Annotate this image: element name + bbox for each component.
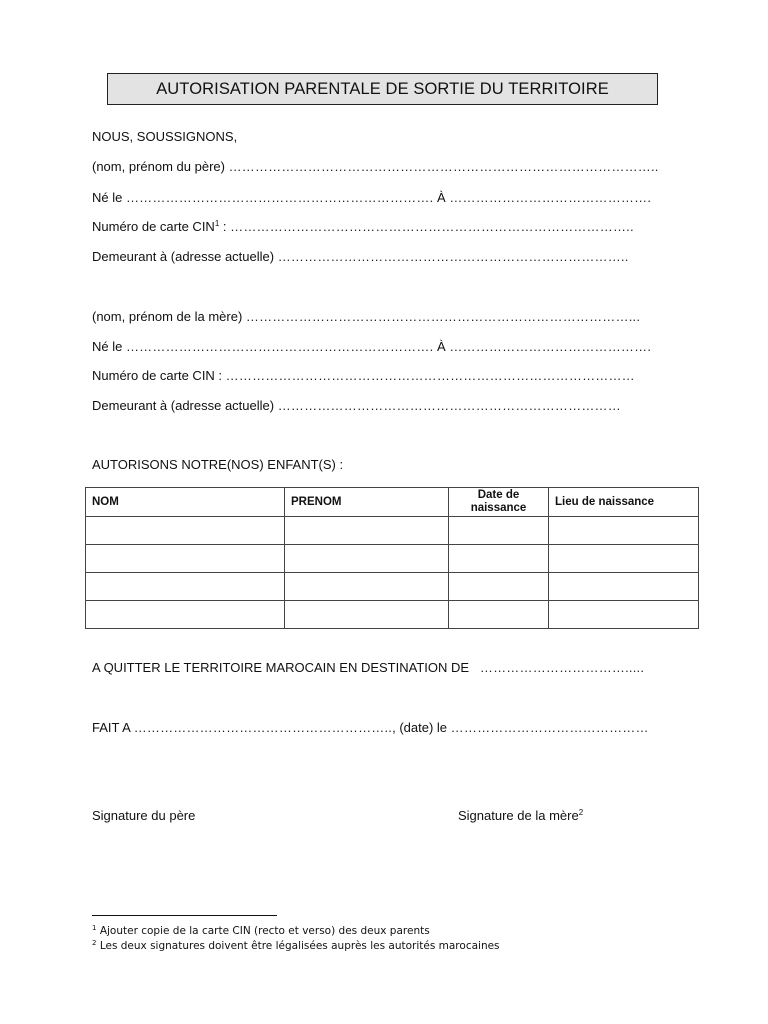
mother-born-label: Né le <box>92 339 123 354</box>
table-cell-nom[interactable] <box>86 517 285 545</box>
header-nom: NOM <box>86 488 285 517</box>
mother-signature[interactable] <box>458 808 583 824</box>
mother-address-field[interactable] <box>92 398 621 414</box>
footnote-1-number: 1 <box>92 924 97 932</box>
destination-label: A QUITTER LE TERRITOIRE MAROCAIN EN DESTINATION DE <box>92 660 470 675</box>
mother-at-label: À <box>437 339 446 354</box>
mother-born-dots: ……………………………………………………………. <box>125 339 434 354</box>
table-cell-date[interactable] <box>449 517 549 545</box>
table-cell-prenom[interactable] <box>285 545 449 573</box>
father-birth-field[interactable] <box>92 190 651 206</box>
children-heading-text: AUTORISONS NOTRE(NOS) ENFANT(S) : <box>92 457 344 472</box>
father-address-field[interactable] <box>92 249 629 265</box>
intro-text: NOUS, SOUSSIGNONS, <box>92 129 238 144</box>
children-heading <box>92 457 343 473</box>
father-at-dots: ………………………………………. <box>449 190 652 205</box>
footnote-1-text: Ajouter copie de la carte CIN (recto et verso) des deux parents <box>99 925 430 937</box>
table-cell-lieu[interactable] <box>549 545 699 573</box>
table-cell-nom[interactable] <box>86 601 285 629</box>
mother-name-dots: ……………………………………………………………………………... <box>245 309 641 324</box>
done-at-field[interactable] <box>92 720 649 736</box>
father-cin-colon: : <box>219 219 227 234</box>
father-address-dots: …………………………………………………………………….. <box>277 249 629 264</box>
done-at-label: FAIT A <box>92 720 131 735</box>
father-at-label: À <box>437 190 446 205</box>
date-label: , (date) le <box>392 720 448 735</box>
table-row <box>86 545 699 573</box>
header-date-naissance: Date de naissance <box>449 488 549 517</box>
date-dots: ……………………………………… <box>450 720 649 735</box>
father-signature-label: Signature du père <box>92 808 196 823</box>
table-cell-prenom[interactable] <box>285 601 449 629</box>
mother-signature-label: Signature de la mère <box>458 808 579 823</box>
footnote-ref-2: 2 <box>578 808 584 817</box>
mother-cin-label: Numéro de carte CIN : <box>92 368 223 383</box>
table-cell-nom[interactable] <box>86 573 285 601</box>
footnote-divider <box>92 915 277 916</box>
mother-cin-dots: ………………………………………………………………………………… <box>225 368 635 383</box>
children-table <box>85 487 699 629</box>
mother-birth-field[interactable] <box>92 339 651 355</box>
destination-field[interactable] <box>92 660 644 676</box>
father-cin-field[interactable] <box>92 219 634 235</box>
children-table-header-row <box>86 488 699 517</box>
done-at-dots: ………………………………………………….. <box>133 720 393 735</box>
table-cell-date[interactable] <box>449 573 549 601</box>
father-signature[interactable] <box>92 808 195 824</box>
footnote-2-number: 2 <box>92 939 97 947</box>
table-cell-lieu[interactable] <box>549 601 699 629</box>
mother-address-label: Demeurant à (adresse actuelle) <box>92 398 275 413</box>
father-born-label: Né le <box>92 190 123 205</box>
mother-cin-field[interactable] <box>92 368 635 384</box>
destination-dots: ……………………………..... <box>479 660 645 675</box>
header-prenom: PRENOM <box>285 488 449 517</box>
father-name-dots: …………………………………………………………………………………….. <box>228 159 659 174</box>
father-address-label: Demeurant à (adresse actuelle) <box>92 249 275 264</box>
table-row <box>86 573 699 601</box>
document-title <box>107 73 658 105</box>
header-lieu-naissance: Lieu de naissance <box>549 488 699 517</box>
father-born-dots: ……………………………………………………………. <box>125 190 434 205</box>
father-cin-dots: ……………………………………………………………………………….. <box>230 219 634 234</box>
table-cell-lieu[interactable] <box>549 517 699 545</box>
footnote-ref-1: 1 <box>214 219 220 228</box>
mother-at-dots: ………………………………………. <box>449 339 652 354</box>
intro-line <box>92 129 237 145</box>
table-row <box>86 517 699 545</box>
table-cell-prenom[interactable] <box>285 517 449 545</box>
father-cin-label: Numéro de carte CIN <box>92 219 215 234</box>
table-cell-prenom[interactable] <box>285 573 449 601</box>
mother-name-label: (nom, prénom de la mère) <box>92 309 243 324</box>
table-cell-lieu[interactable] <box>549 573 699 601</box>
mother-name-field[interactable] <box>92 309 640 325</box>
footnote-2 <box>92 940 500 952</box>
table-row <box>86 601 699 629</box>
footnote-2-text: Les deux signatures doivent être légalisées auprès les autorités marocaines <box>99 940 500 952</box>
document-title-text: AUTORISATION PARENTALE DE SORTIE DU TERRITOIRE <box>156 79 609 98</box>
father-name-field[interactable] <box>92 159 659 175</box>
table-cell-nom[interactable] <box>86 545 285 573</box>
footnote-1 <box>92 925 430 937</box>
table-cell-date[interactable] <box>449 545 549 573</box>
table-cell-date[interactable] <box>449 601 549 629</box>
mother-address-dots: …………………………………………………………………… <box>277 398 621 413</box>
father-name-label: (nom, prénom du père) <box>92 159 225 174</box>
